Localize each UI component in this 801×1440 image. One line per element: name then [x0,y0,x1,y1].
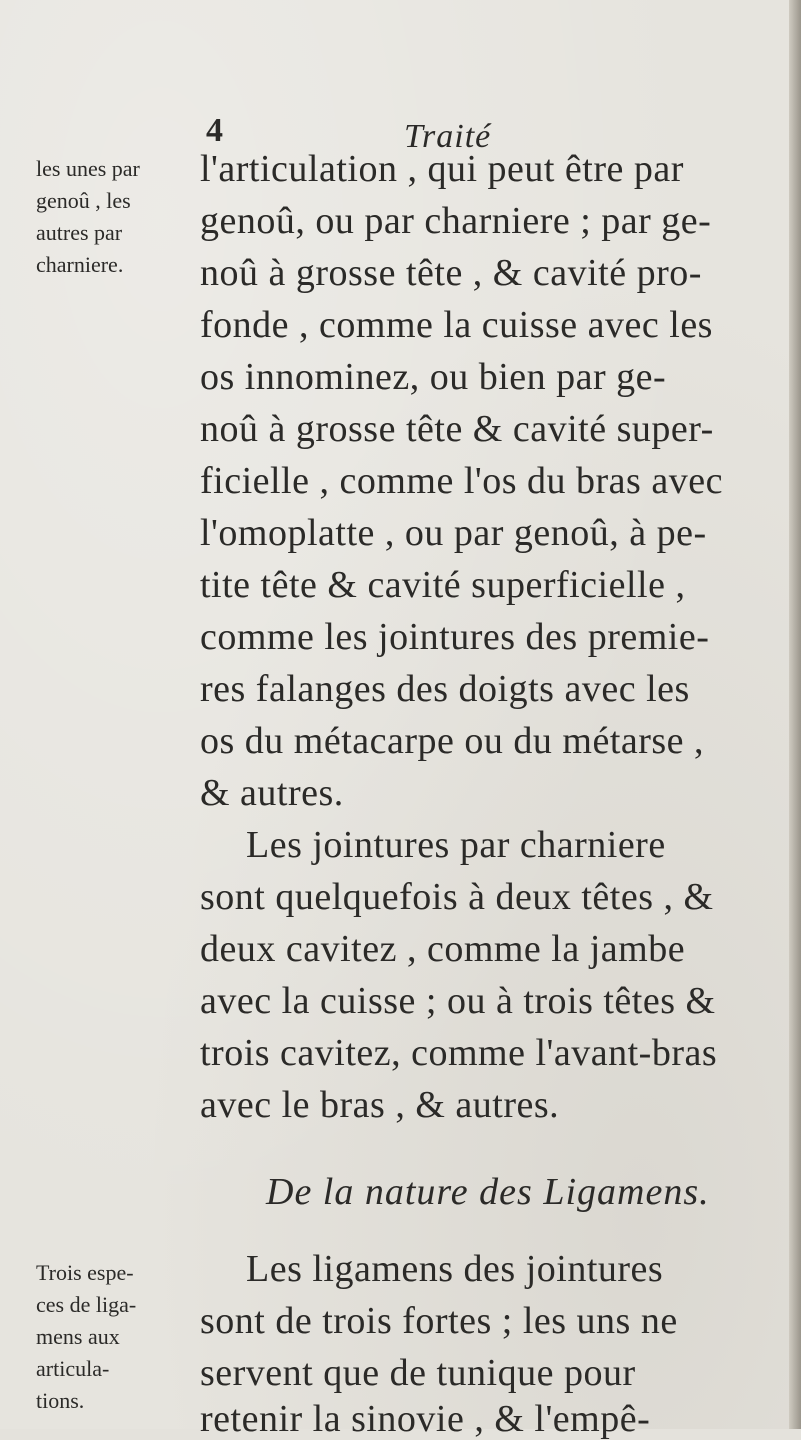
text-line: tite tête & cavité superficielle , [200,564,686,606]
text-line: comme les jointures des premie- [200,616,710,658]
text-line: retenir la sinovie , & l'empê- [200,1398,651,1440]
margin-note-line: Trois espe- [36,1260,134,1285]
text-line: avec le bras , & autres. [200,1084,560,1126]
running-head: Traité [404,118,492,155]
section-heading: De la nature des Ligamens. [266,1171,710,1213]
text-line: sont quelquefois à deux têtes , & [200,876,714,918]
text-line: l'articulation , qui peut être par [200,148,684,190]
text-line: & autres. [200,772,344,814]
text-line: sont de trois fortes ; les uns ne [200,1300,678,1342]
text-line: Les ligamens des jointures [246,1248,664,1290]
page-edge [789,0,801,1429]
margin-note-line: mens aux [36,1324,120,1349]
text-line: deux cavitez , comme la jambe [200,928,686,970]
margin-note-line: les unes par [36,156,140,181]
text-line: fonde , comme la cuisse avec les [200,304,713,346]
margin-note-line: articula- [36,1356,110,1381]
text-line: ficielle , comme l'os du bras avec [200,460,723,502]
text-line: servent que de tunique pour [200,1352,636,1394]
text-line: l'omoplatte , ou par genoû, à pe- [200,512,707,554]
margin-note-line: charniere. [36,252,124,277]
margin-note-line: ces de liga- [36,1292,137,1317]
text-line: genoû, ou par charniere ; par ge- [200,200,712,242]
text-line: Les jointures par charniere [246,824,666,866]
page-number: 4 [206,112,223,149]
text-line: os innominez, ou bien par ge- [200,356,667,398]
text-line: noû à grosse tête & cavité super- [200,408,714,450]
text-line: noû à grosse tête , & cavité pro- [200,252,702,294]
text-line: os du métacarpe ou du métarse , [200,720,705,762]
text-line: res falanges des doigts avec les [200,668,690,710]
margin-note-line: genoû , les [36,188,131,213]
text-line: avec la cuisse ; ou à trois têtes & [200,980,716,1022]
margin-note-line: autres par [36,220,123,245]
text-line: trois cavitez, comme l'avant-bras [200,1032,718,1074]
margin-note-line: tions. [36,1388,85,1413]
